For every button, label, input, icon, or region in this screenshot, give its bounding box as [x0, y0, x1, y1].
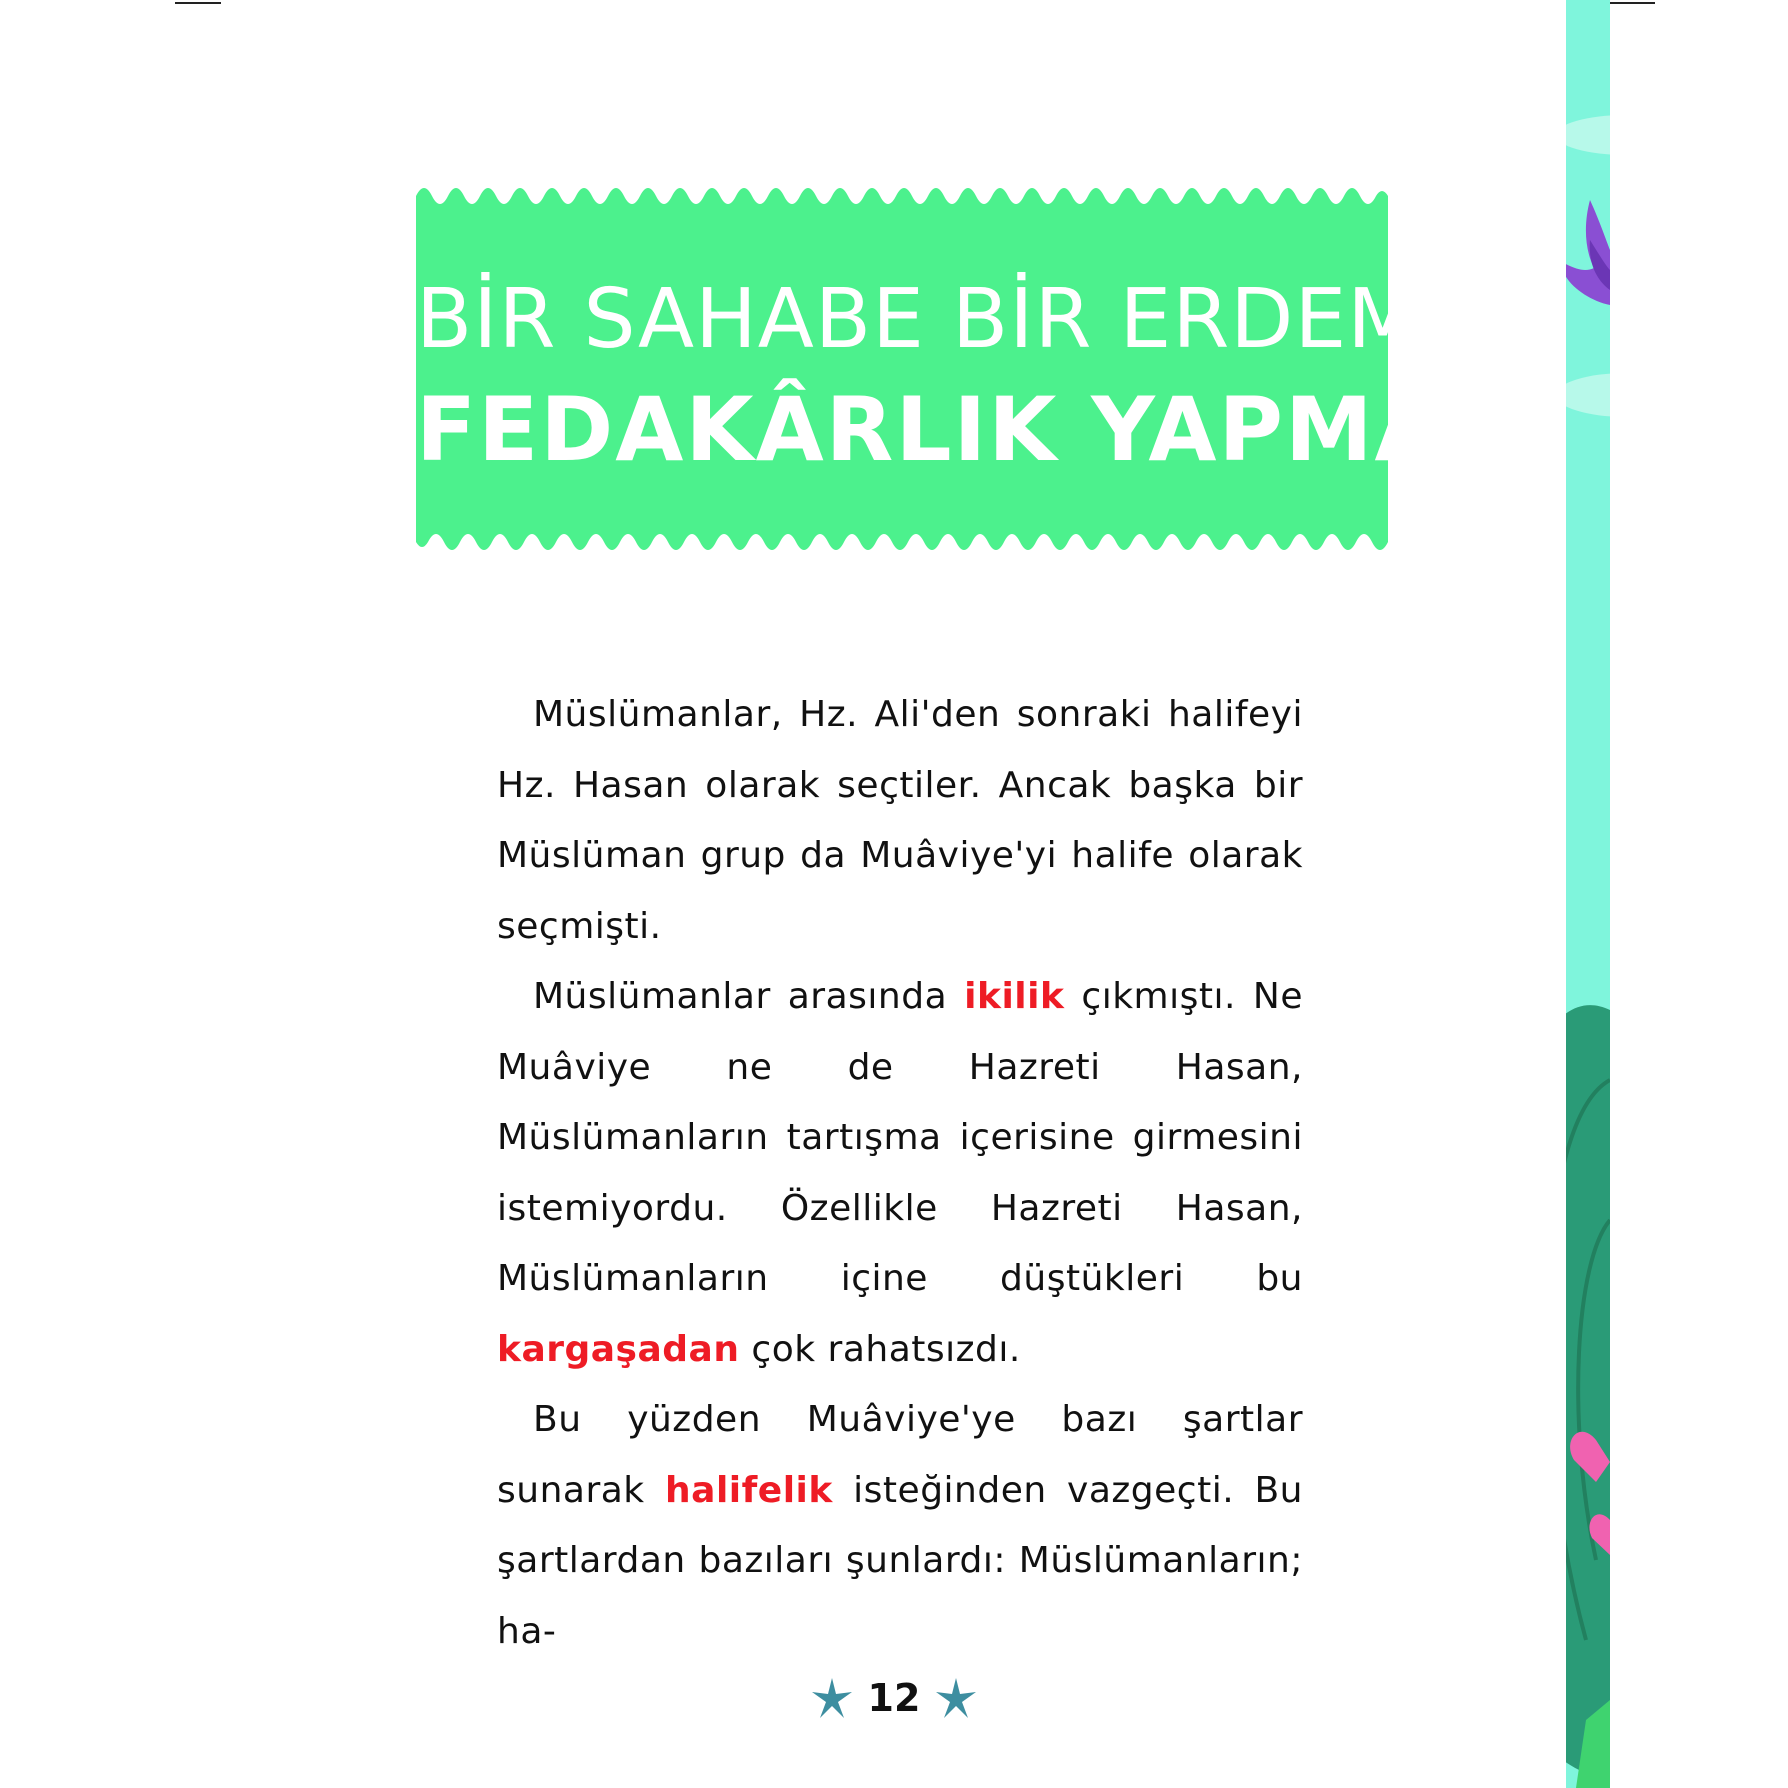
- paragraph-3: [497, 1385, 1303, 1667]
- paragraph-3-text-a: Bu yüzden Muâviye'ye bazı şartlar sunarak: [497, 1399, 1303, 1511]
- title-line-2: FEDAKÂRLIK YAPMAK: [416, 378, 1515, 481]
- highlight-word-kargasadan: kargaşadan: [497, 1328, 740, 1370]
- paragraph-1: Müslümanlar, Hz. Ali'den sonraki halifeyi Hz. Hasan olarak seçtiler. Ancak başka bir Müslüman grup da Muâviye'yi halife olarak seçmişti.: [497, 694, 1303, 947]
- crop-mark-left: [175, 2, 221, 4]
- star-icon: [934, 1676, 978, 1720]
- highlight-word-halifelik: halifelik: [665, 1469, 833, 1511]
- decorative-side-strip: [1566, 0, 1610, 1788]
- paragraph-2: [497, 962, 1303, 1385]
- star-icon: [810, 1676, 854, 1720]
- leaf-icon: [1566, 1005, 1610, 1780]
- page-number: 12: [867, 1676, 921, 1720]
- paragraph-2-text-b: çıkmıştı. Ne Muâviye ne de Hazreti Hasan, Müslümanların tartışma içerisine girmesini istemiyordu. Özellikle Hazreti Hasan, Müslümanların içine düştükleri bu: [497, 976, 1303, 1299]
- crop-mark-right: [1609, 2, 1655, 4]
- page-number-footer: [0, 1676, 1788, 1720]
- paragraph-2-text-a: Müslümanlar arasında: [533, 976, 965, 1017]
- highlight-word-ikilik: ikilik: [964, 976, 1065, 1017]
- paragraph-3-text-b: isteğinden vazgeçti. Bu şartlardan bazıları şunlardı: Müslümanların; ha-: [497, 1469, 1304, 1652]
- title-line-1: BİR SAHABE BİR ERDEM:: [416, 272, 1448, 367]
- story-text: [497, 680, 1303, 1667]
- paragraph-2-text-c: çok rahatsızdı.: [739, 1328, 1021, 1370]
- title-banner: [416, 180, 1515, 558]
